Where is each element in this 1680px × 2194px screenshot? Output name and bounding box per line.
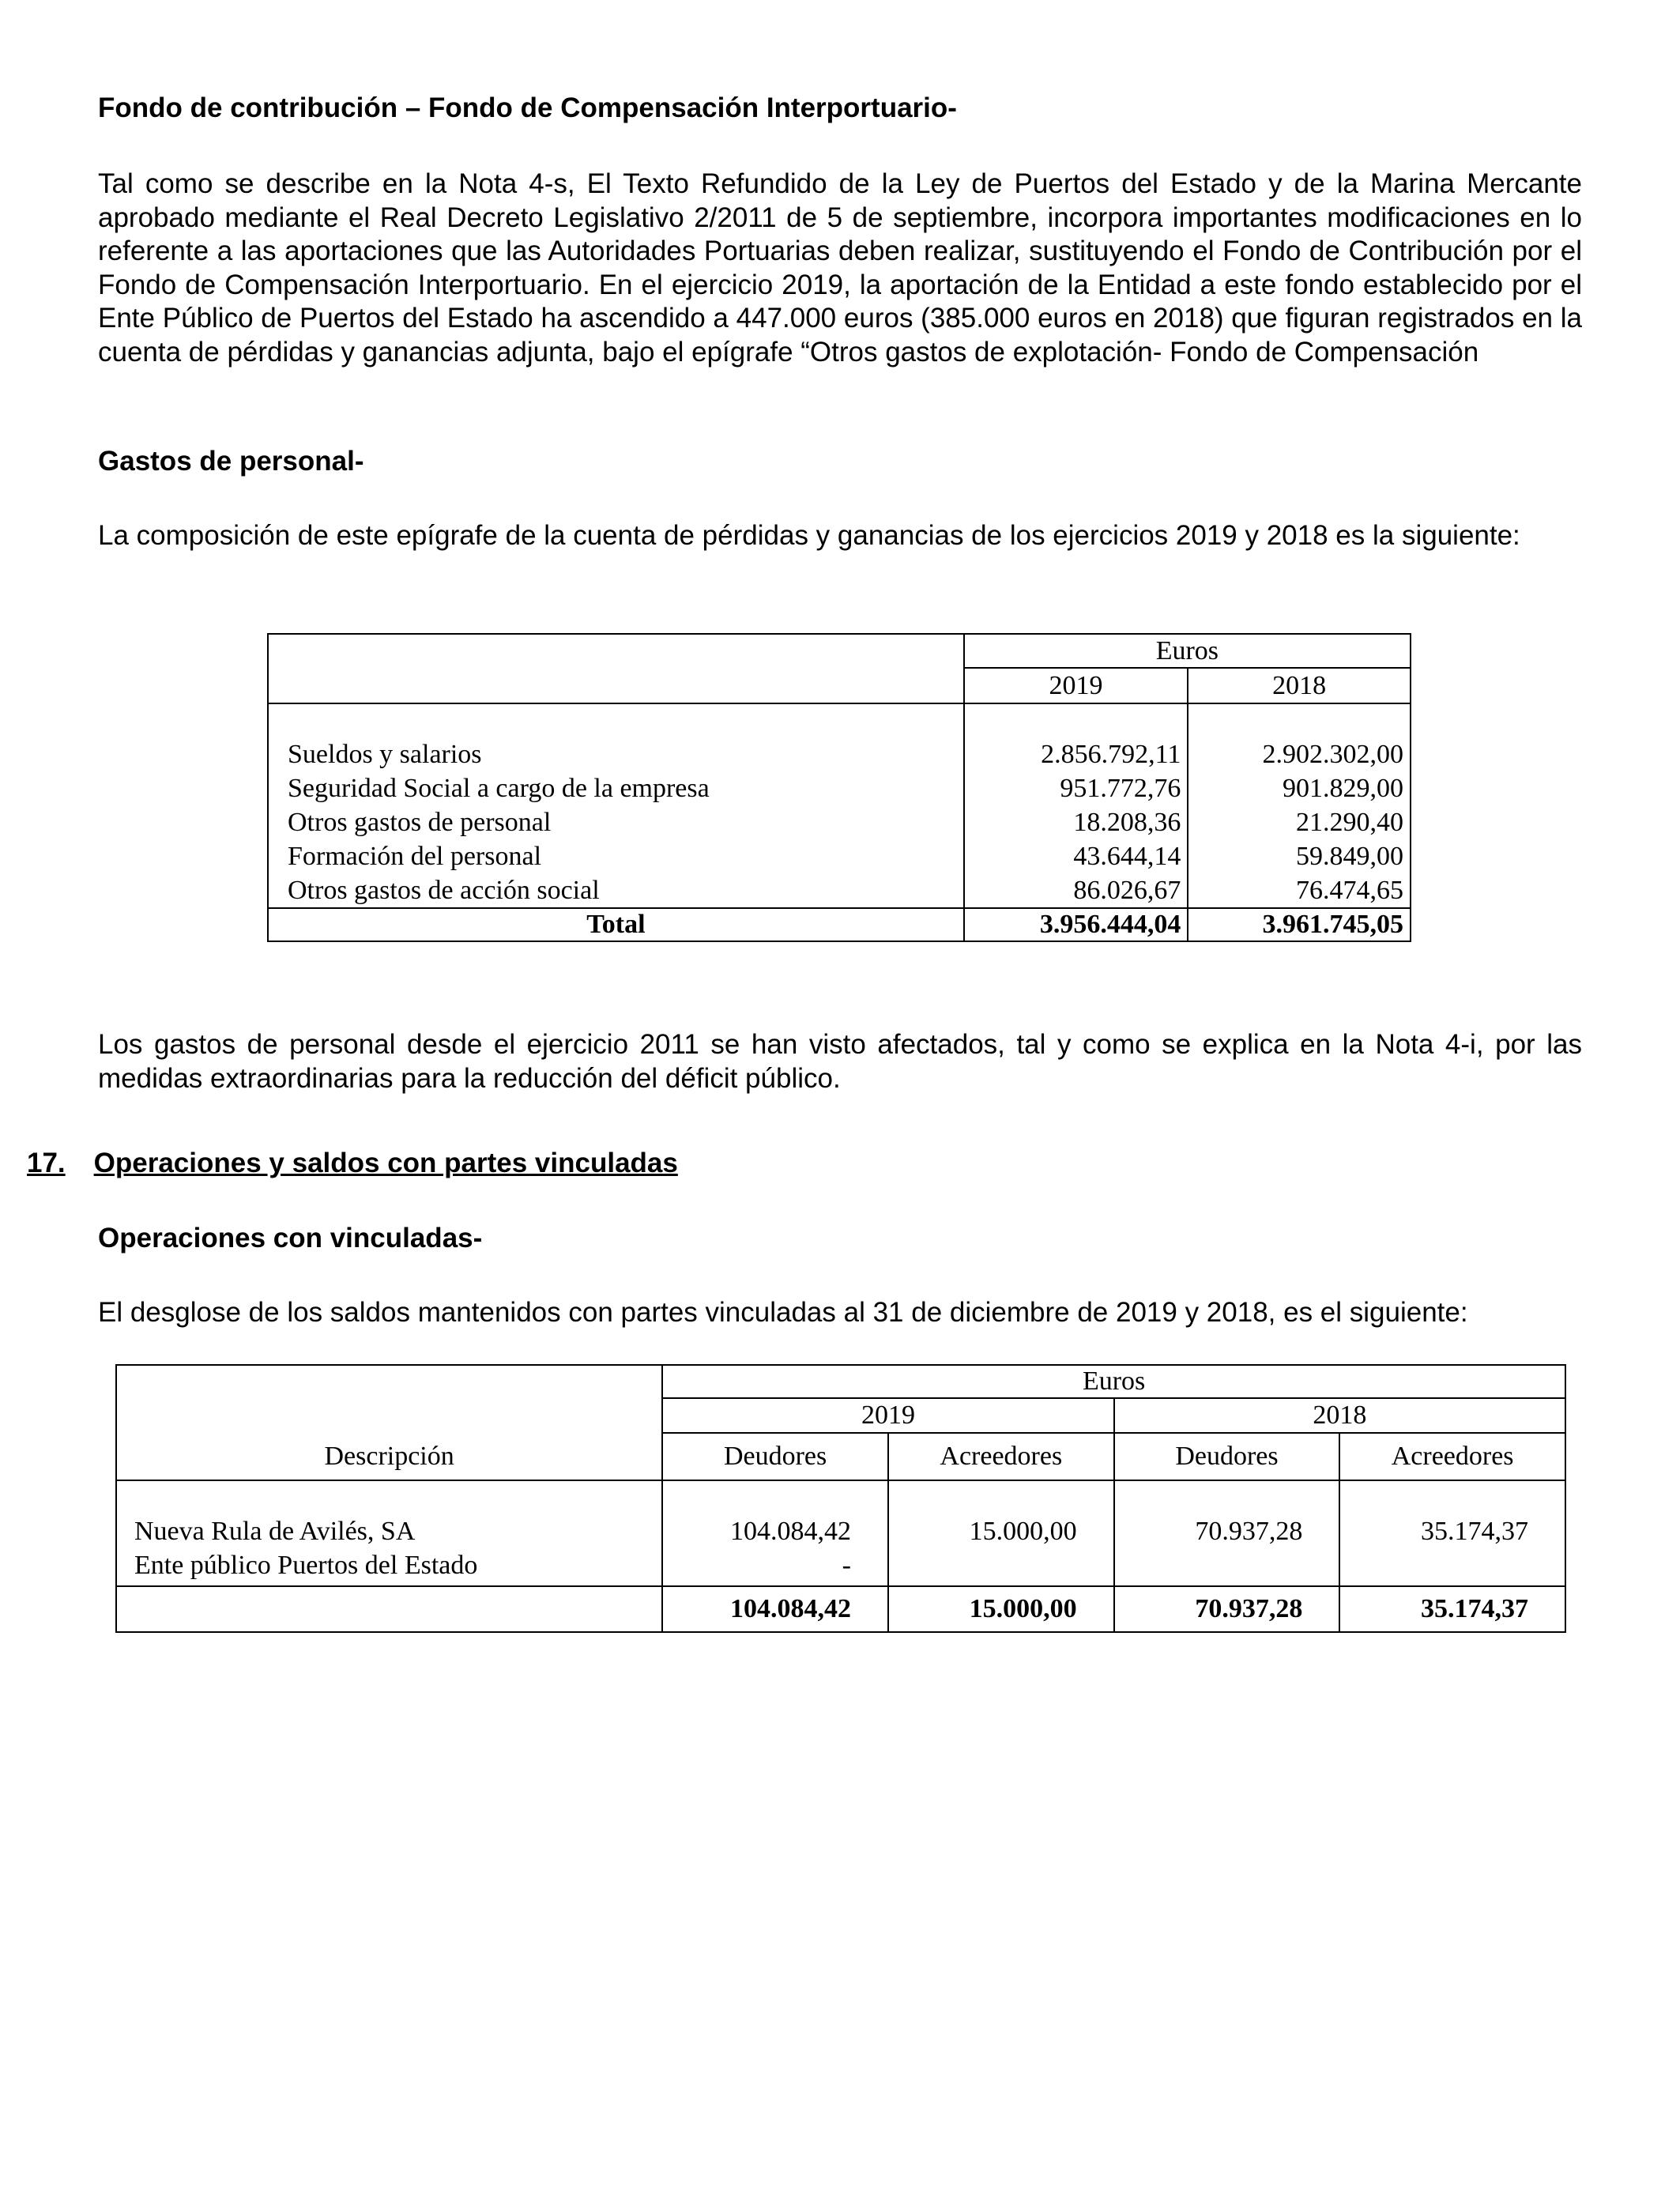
vinculadas-labels-cell (116, 1480, 662, 1586)
personal-total-2018: 3.961.745,05 (1188, 908, 1411, 941)
vinculadas-value: 70.937,28 (1195, 1517, 1303, 1546)
vinculadas-col-deudores-2018: Deudores (1114, 1433, 1340, 1480)
personal-value-2018: 76.474,65 (1296, 876, 1403, 905)
personal-table-group-header: Euros (964, 634, 1411, 668)
vinculadas-total-a2019: 15.000,00 (888, 1586, 1114, 1632)
personal-value-2019: 18.208,36 (1073, 808, 1181, 837)
vinculadas-desc-header: Descripción (324, 1442, 454, 1471)
vinculadas-value (1340, 1548, 1528, 1582)
vinculadas-col-deudores-2019: Deudores (662, 1433, 888, 1480)
vinculadas-total-label-cell (116, 1586, 662, 1632)
personal-value-2019: 43.644,14 (1073, 842, 1181, 871)
personal-table (267, 633, 1411, 942)
personal-value-2018: 21.290,40 (1296, 808, 1403, 837)
personal-row-label: Otros gastos de personal (288, 808, 552, 837)
personal-col-2018: 2018 (1188, 668, 1411, 703)
section-17-number: 17. (27, 1148, 66, 1178)
vinculadas-total-d2019: 104.084,42 (662, 1586, 888, 1632)
vinculadas-acreedores-2019-cell (888, 1480, 1114, 1586)
vinculadas-year-2018: 2018 (1114, 1398, 1565, 1433)
vinculadas-group-header: Euros (662, 1365, 1565, 1398)
section-17-title: Operaciones y saldos con partes vinculadas (93, 1148, 678, 1178)
vinculadas-row-label: Nueva Rula de Avilés, SA (134, 1517, 416, 1546)
vinculadas-year-2019: 2019 (662, 1398, 1113, 1433)
personal-row-label: Sueldos y salarios (288, 740, 482, 769)
personal-after-paragraph: Los gastos de personal desde el ejercicio 2011 se han visto afectados, tal y como se explica en la Nota 4-i, por las medidas extraordinarias para la reducción del déficit público. (98, 1029, 1582, 1094)
personal-value-2019: 86.026,67 (1073, 876, 1181, 905)
fondo-paragraph: Tal como se describe en la Nota 4-s, El Texto Refundido de la Ley de Puertos del Estado y de la Marina Mercante aprobado mediante el Real Decreto Legislativo 2/2011 de 5 de septiembre, incorpora importantes modificaciones en lo referente a las aportaciones que las Autoridades Portuarias deben realizar, sustituyendo el Fondo de Contribución por el Fondo de Compensación Interportuario. En el ejercicio 2019, la aportación de la Entidad a este fondo establecido por el Ente Público de Puertos del Estado ha ascendido a 447.000 euros (385.000 euros en 2018) que figuran registrados en la cuenta de pérdidas y ganancias adjunta, bajo el epígrafe “Otros gastos de explotación- Fondo de Compensación (98, 168, 1582, 368)
personal-row-label: Formación del personal (288, 842, 542, 871)
personal-value-2018: 59.849,00 (1296, 842, 1403, 871)
personal-labels-cell (268, 703, 964, 908)
vinculadas-col-acreedores-2018: Acreedores (1339, 1433, 1565, 1480)
vinculadas-total-d2018: 70.937,28 (1114, 1586, 1340, 1632)
personal-2019-values-cell (964, 703, 1188, 908)
personal-row-label: Otros gastos de acción social (288, 876, 600, 905)
personal-value-2018: 2.902.302,00 (1262, 740, 1403, 769)
vinculadas-value (1115, 1548, 1303, 1582)
personal-intro: La composición de este epígrafe de la cuenta de pérdidas y ganancias de los ejercicios 2019 y 2018 es la siguiente: (98, 520, 1520, 551)
fondo-heading: Fondo de contribución – Fondo de Compensación Interportuario- (98, 92, 957, 123)
personal-total-2019: 3.956.444,04 (964, 908, 1188, 941)
vinculadas-value: 104.084,42 (729, 1517, 851, 1546)
vinculadas-desc-header-cell (116, 1365, 662, 1480)
vinculadas-value: 35.174,37 (1421, 1517, 1528, 1546)
personal-total-label: Total (268, 908, 964, 941)
vinculadas-intro: El desglose de los saldos mantenidos con partes vinculadas al 31 de diciembre de 2019 y 2018, es el siguiente: (98, 1297, 1468, 1328)
vinculadas-deudores-2018-cell (1114, 1480, 1340, 1586)
personal-table-corner (268, 634, 964, 703)
personal-value-2019: 2.856.792,11 (1041, 740, 1181, 769)
personal-value-2018: 901.829,00 (1283, 774, 1403, 803)
personal-value-2019: 951.772,76 (1060, 774, 1181, 803)
vinculadas-row-label: Ente público Puertos del Estado (134, 1551, 478, 1580)
personal-2018-values-cell (1188, 703, 1411, 908)
personal-heading: Gastos de personal- (98, 446, 364, 477)
vinculadas-total-a2018: 35.174,37 (1339, 1586, 1565, 1632)
vinculadas-deudores-2019-cell (662, 1480, 888, 1586)
vinculadas-col-acreedores-2019: Acreedores (888, 1433, 1114, 1480)
personal-col-2019: 2019 (964, 668, 1188, 703)
vinculadas-subheading: Operaciones con vinculadas- (98, 1223, 483, 1253)
vinculadas-value (889, 1548, 1077, 1582)
personal-row-label: Seguridad Social a cargo de la empresa (288, 774, 710, 803)
vinculadas-value: 15.000,00 (969, 1517, 1077, 1546)
vinculadas-table (115, 1364, 1566, 1633)
section-17-heading (27, 1147, 678, 1180)
vinculadas-acreedores-2018-cell (1339, 1480, 1565, 1586)
vinculadas-value: - (842, 1551, 851, 1580)
